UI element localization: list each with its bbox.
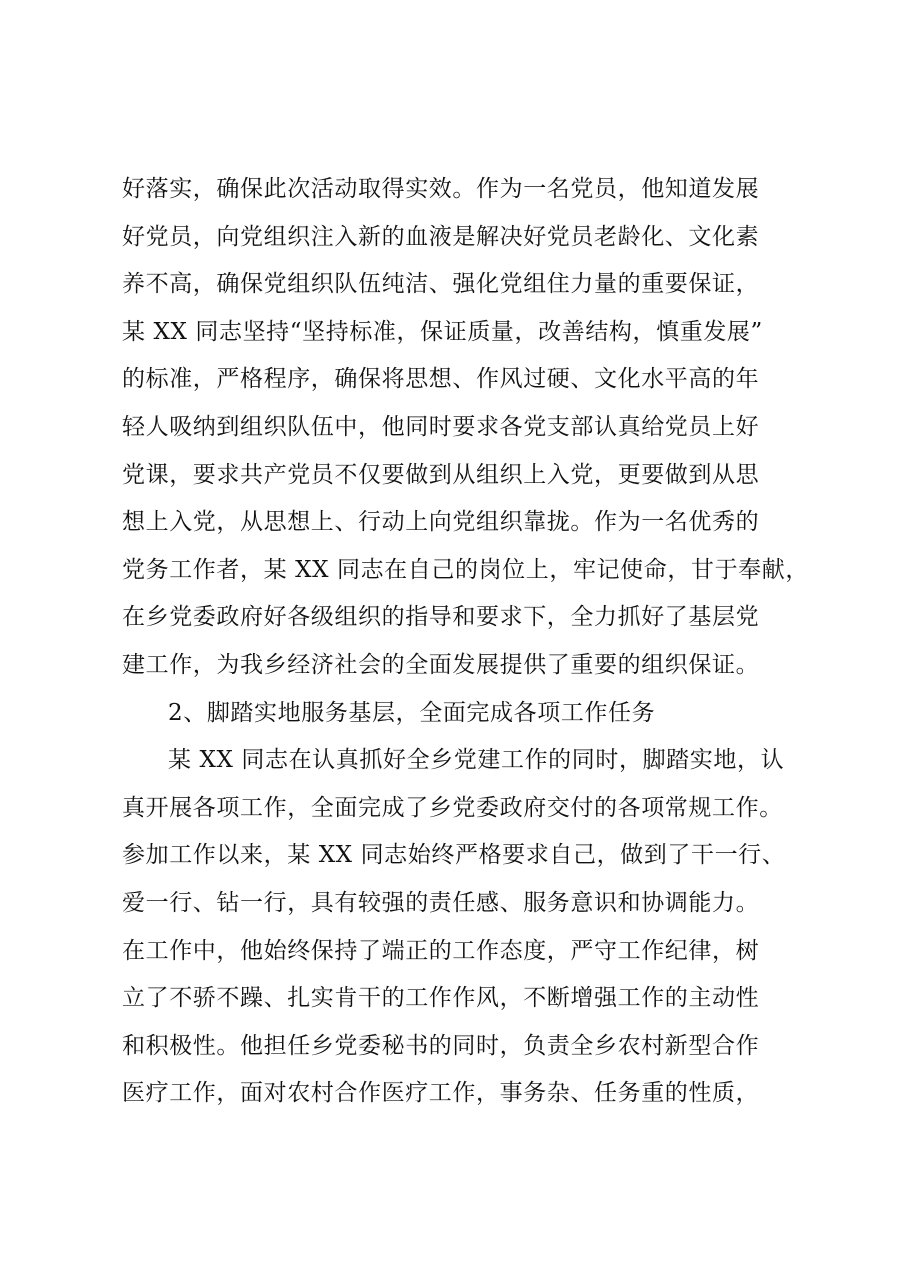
text-line: 参加工作以来，某 XX 同志始终严格要求自己，做到了干一行、 bbox=[122, 842, 786, 869]
text-line: 爱一行、钻一行，具有较强的责任感、服务意识和协调能力。 bbox=[122, 889, 760, 916]
text-line: 好党员，向党组织注入新的血液是解决好党员老龄化、文化素 bbox=[122, 223, 760, 250]
text-line: 好落实，确保此次活动取得实效。作为一名党员，他知道发展 bbox=[122, 176, 760, 202]
document-body bbox=[122, 166, 822, 1118]
text-line: 和积极性。他担任乡党委秘书的同时，负责全乡农村新型合作 bbox=[122, 1032, 760, 1059]
text-line: 医疗工作，面对农村合作医疗工作，事务杂、任务重的性质， bbox=[122, 1080, 760, 1107]
text-line: 的标准，严格程序，确保将思想、作风过硬、文化水平高的年 bbox=[122, 366, 760, 393]
text-line: 轻人吸纳到组织队伍中，他同时要求各党支部认真给党员上好 bbox=[122, 413, 760, 440]
text-line: 养不高，确保党组织队伍纯洁、强化党组住力量的重要保证， bbox=[122, 271, 760, 298]
text-line: 建工作，为我乡经济社会的全面发展提供了重要的组织保证。 bbox=[122, 651, 760, 678]
section-heading: 2、脚踏实地服务基层，全面完成各项工作任务 bbox=[168, 699, 656, 726]
text-line: 立了不骄不躁、扎实肯干的工作作风，不断增强工作的主动性 bbox=[122, 985, 760, 1012]
text-line: 党务工作者，某 XX 同志在自己的岗位上，牢记使命，甘于奉献， bbox=[122, 556, 809, 583]
text-line: 某 XX 同志坚持“坚持标准，保证质量，改善结构，慎重发展” bbox=[122, 318, 763, 345]
text-line: 想上入党，从思想上、行动上向党组织靠拢。作为一名优秀的 bbox=[122, 509, 760, 536]
paragraph-start-line: 某 XX 同志在认真抓好全乡党建工作的同时，脚踏实地，认 bbox=[168, 747, 785, 774]
text-line: 在乡党委政府好各级组织的指导和要求下，全力抓好了基层党 bbox=[122, 604, 760, 631]
text-line: 党课，要求共产党员不仅要做到从组织上入党，更要做到从思 bbox=[122, 461, 760, 488]
text-line: 真开展各项工作，全面完成了乡党委政府交付的各项常规工作。 bbox=[122, 794, 783, 821]
text-line: 在工作中，他始终保持了端正的工作态度，严守工作纪律，树 bbox=[122, 937, 760, 964]
